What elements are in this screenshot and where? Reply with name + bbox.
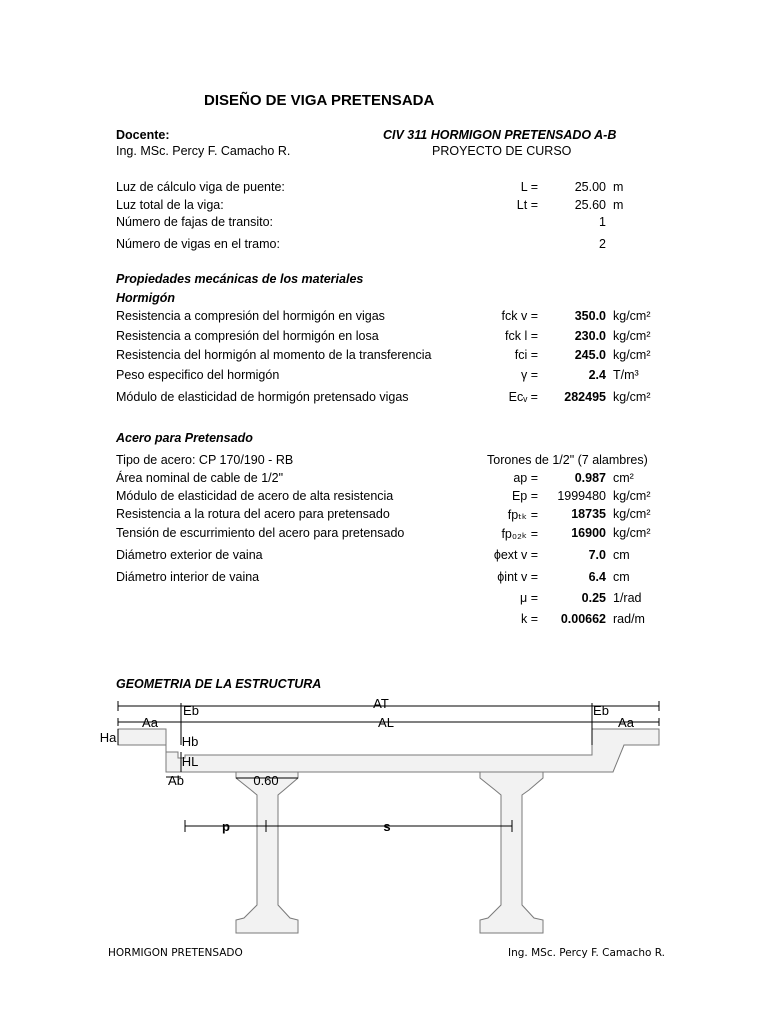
steel-symbol: fpₜₖ = bbox=[507, 508, 538, 522]
deck-slab bbox=[118, 729, 659, 772]
materials-heading: Propiedades mecánicas de los materiales bbox=[116, 272, 364, 286]
general-label: Luz total de la viga: bbox=[116, 198, 224, 212]
concrete-unit: T/m³ bbox=[613, 368, 639, 382]
concrete-unit: kg/cm² bbox=[613, 309, 651, 323]
concrete-unit: kg/cm² bbox=[613, 329, 651, 343]
label-width: 0.60 bbox=[253, 773, 279, 788]
page-title: DISEÑO DE VIGA PRETENSADA bbox=[204, 92, 435, 109]
footer-right: Ing. MSc. Percy F. Camacho R. bbox=[508, 947, 665, 959]
steel-value: 0.00662 bbox=[560, 612, 606, 626]
right-girder bbox=[480, 772, 543, 933]
label-aa-right: Aa bbox=[618, 715, 634, 730]
general-symbol: L = bbox=[520, 180, 538, 194]
general-value: 1 bbox=[599, 215, 606, 229]
general-value: 25.00 bbox=[574, 180, 606, 194]
steel-label: Tensión de escurrimiento del acero para pretensado bbox=[116, 526, 405, 540]
steel-heading: Acero para Pretensado bbox=[116, 431, 253, 445]
concrete-value: 282495 bbox=[564, 390, 606, 404]
steel-type-label: Tipo de acero: CP 170/190 - RB bbox=[116, 453, 294, 467]
steel-unit: cm bbox=[613, 548, 630, 562]
docente-label: Docente: bbox=[116, 128, 170, 142]
concrete-label: Resistencia del hormigón al momento de la transferencia bbox=[116, 348, 432, 362]
concrete-unit: kg/cm² bbox=[613, 390, 651, 404]
label-hl: HL bbox=[181, 754, 199, 769]
concrete-value: 350.0 bbox=[574, 309, 606, 323]
general-label: Número de vigas en el tramo: bbox=[116, 237, 280, 251]
steel-value: 0.987 bbox=[574, 471, 606, 485]
steel-value: 16900 bbox=[571, 526, 606, 540]
steel-symbol: ϕint v = bbox=[497, 570, 538, 584]
concrete-symbol: γ = bbox=[520, 368, 538, 382]
steel-type-value: Torones de 1/2" (7 alambres) bbox=[487, 453, 648, 467]
label-ab: Ab bbox=[168, 773, 184, 788]
concrete-label: Módulo de elasticidad de hormigón pretensado vigas bbox=[116, 390, 409, 404]
steel-value: 6.4 bbox=[588, 570, 606, 584]
steel-symbol: k = bbox=[520, 612, 538, 626]
steel-symbol: Ep = bbox=[511, 489, 538, 503]
steel-symbol: μ = bbox=[520, 591, 538, 605]
concrete-value: 2.4 bbox=[588, 368, 606, 382]
general-unit: m bbox=[613, 180, 624, 194]
steel-value: 18735 bbox=[571, 507, 606, 521]
geometry-heading: GEOMETRIA DE LA ESTRUCTURA bbox=[116, 677, 322, 691]
steel-unit: cm² bbox=[613, 471, 634, 485]
concrete-label: Resistencia a compresión del hormigón en vigas bbox=[116, 309, 385, 323]
general-symbol: Lt = bbox=[516, 198, 538, 212]
label-eb-left: Eb bbox=[183, 703, 199, 718]
steel-unit: 1/rad bbox=[613, 591, 642, 605]
concrete-symbol: fci = bbox=[514, 348, 538, 362]
concrete-symbol: fck v = bbox=[501, 309, 538, 323]
steel-unit: kg/cm² bbox=[613, 507, 651, 521]
general-label: Número de fajas de transito: bbox=[116, 215, 274, 229]
concrete-value: 230.0 bbox=[574, 329, 606, 343]
label-hb: Hb bbox=[181, 734, 199, 749]
footer-left: HORMIGON PRETENSADO bbox=[108, 947, 243, 959]
project-label: PROYECTO DE CURSO bbox=[432, 144, 572, 158]
label-aa-left: Aa bbox=[142, 715, 158, 730]
steel-symbol: ϕext v = bbox=[493, 548, 538, 562]
general-label: Luz de cálculo viga de puente: bbox=[116, 180, 285, 194]
steel-label: Diámetro exterior de vaina bbox=[116, 548, 263, 562]
concrete-value: 245.0 bbox=[574, 348, 606, 362]
steel-label: Área nominal de cable de 1/2" bbox=[116, 471, 284, 485]
label-at: AT bbox=[373, 696, 389, 711]
general-value: 2 bbox=[599, 237, 606, 251]
general-unit: m bbox=[613, 198, 624, 212]
steel-label: Resistencia a la rotura del acero para pretensado bbox=[116, 507, 390, 521]
concrete-label: Peso especifico del hormigón bbox=[116, 368, 280, 382]
steel-symbol: ap = bbox=[513, 471, 538, 485]
docente-name: Ing. MSc. Percy F. Camacho R. bbox=[116, 144, 291, 158]
steel-label: Módulo de elasticidad de acero de alta resistencia bbox=[116, 489, 394, 503]
label-p: p bbox=[222, 819, 230, 834]
concrete-heading: Hormigón bbox=[116, 291, 176, 305]
left-girder bbox=[236, 772, 298, 933]
steel-value: 7.0 bbox=[588, 548, 606, 562]
concrete-unit: kg/cm² bbox=[613, 348, 651, 362]
steel-unit: rad/m bbox=[613, 612, 645, 626]
label-s: s bbox=[383, 819, 391, 834]
steel-value: 1999480 bbox=[557, 489, 606, 503]
steel-unit: kg/cm² bbox=[613, 489, 651, 503]
label-eb-right: Eb bbox=[593, 703, 609, 718]
general-value: 25.60 bbox=[574, 198, 606, 212]
steel-unit: cm bbox=[613, 570, 630, 584]
label-al: AL bbox=[378, 715, 394, 730]
steel-label: Diámetro interior de vaina bbox=[116, 570, 260, 584]
course-title: CIV 311 HORMIGON PRETENSADO A-B bbox=[383, 128, 617, 142]
label-ha: Ha bbox=[99, 730, 117, 745]
steel-unit: kg/cm² bbox=[613, 526, 651, 540]
concrete-label: Resistencia a compresión del hormigón en losa bbox=[116, 329, 379, 343]
concrete-symbol: fck l = bbox=[505, 329, 538, 343]
steel-symbol: fp₀₂ₖ = bbox=[501, 527, 538, 541]
steel-value: 0.25 bbox=[581, 591, 606, 605]
concrete-symbol: Ecᵥ = bbox=[508, 390, 538, 404]
